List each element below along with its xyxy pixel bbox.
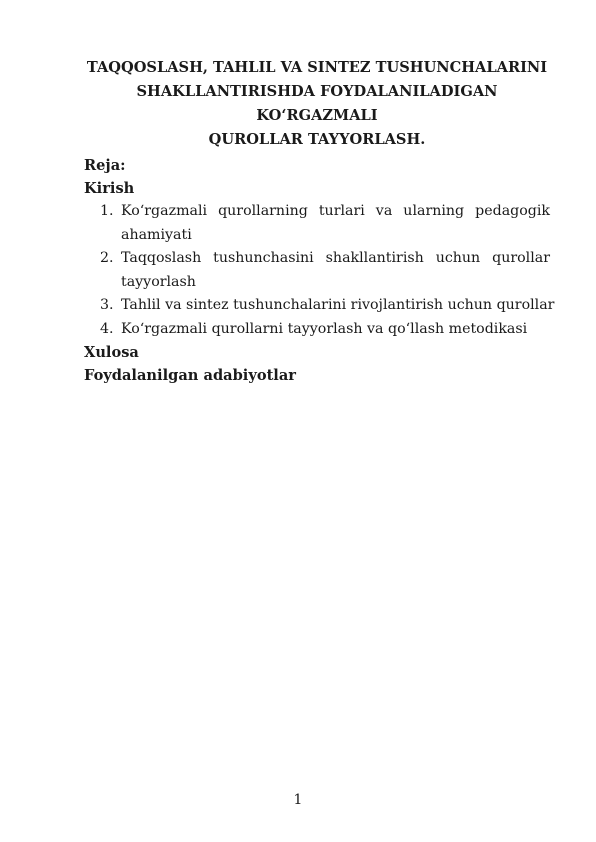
plan-item-number: 1. — [100, 203, 114, 219]
plan-item-text-continued: tayyorlash — [121, 273, 196, 290]
document-page — [84, 56, 555, 387]
title-line-2: SHAKLLANTIRISHDA FOYDALANILADIGAN KO‘RGAZMALI — [136, 83, 498, 124]
plan-item-text: Tahlil va sintez tushunchalarini rivojlantirish uchun qurollar — [121, 297, 555, 313]
plan-item-4 — [84, 318, 550, 342]
plan-label: Reja: — [84, 157, 126, 174]
intro-label: Kirish — [84, 180, 135, 197]
plan-item-text: Ko‘rgazmali qurollarning turlari va ularning pedagogik — [121, 203, 550, 219]
conclusion-label: Xulosa — [84, 344, 139, 361]
title-line-1: TAQQOSLASH, TAHLIL VA SINTEZ TUSHUNCHALARINI — [86, 59, 548, 76]
plan-item-number: 3. — [100, 297, 114, 313]
document-title — [84, 56, 550, 152]
plan-item-1 — [84, 200, 550, 247]
plan-item-text-continued: ahamiyati — [121, 226, 192, 243]
plan-item-number: 4. — [100, 320, 114, 337]
plan-item-text: Ko‘rgazmali qurollarni tayyorlash va qo‘llash metodikasi — [121, 320, 528, 337]
page-number: 1 — [293, 792, 303, 808]
plan-list — [84, 200, 555, 341]
plan-item-number: 2. — [100, 250, 114, 266]
plan-item-2 — [84, 247, 550, 294]
plan-item-text: Taqqoslash tushunchasini shakllantirish uchun qurollar — [121, 250, 550, 266]
plan-item-3 — [84, 294, 555, 318]
title-line-3: QUROLLAR TAYYORLASH. — [208, 131, 426, 148]
references-label: Foydalanilgan adabiyotlar — [84, 367, 296, 384]
